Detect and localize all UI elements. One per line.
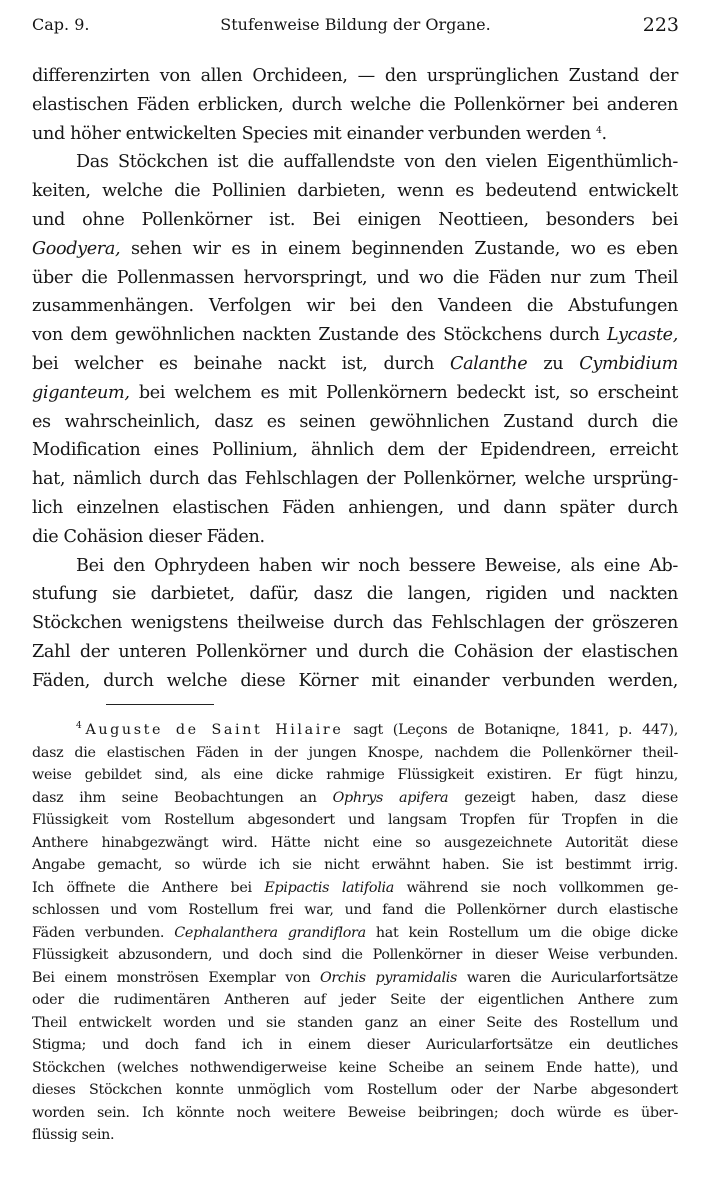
taxon-name: giganteum,: [32, 382, 130, 403]
taxon-name: Ophrys apifera: [332, 789, 449, 806]
text-fragment: während sie noch vollkommen ge-: [406, 879, 678, 896]
text-fragment: hat kein Rostellum um die obige dicke: [375, 924, 679, 941]
text-line: und höher entwickelten Species mit einander verbunden werden $^4$.: [32, 123, 607, 144]
footnote-line: Flüssigkeit abzusondern, und doch sind die Pollenkörner in dieser Weise verbunden.: [32, 947, 678, 963]
footnote-line: weise gebildet sind, als eine dicke rahmige Flüssigkeit existiren. Er fügt hinzu,: [32, 767, 678, 783]
text-fragment: zu: [543, 353, 564, 374]
text-fragment: von dem gewöhnlichen nackten Zustande des Stöckchens durch: [32, 325, 600, 346]
text-line: Fäden, durch welche diese Körner mit einander verbunden werden,: [32, 670, 678, 691]
footnote-line: Anthere hinabgezwängt wird. Hätte nicht eine so ausgezeichnete Autorität diese: [32, 834, 678, 851]
page-number: 223: [642, 14, 679, 36]
footnote-line: [32, 922, 678, 945]
footnote-line: flüssig sein.: [32, 1127, 115, 1143]
text-line: Das Stöckchen ist die auffallendste von den vielen Eigenthümlich-: [76, 152, 678, 173]
footnote-reference: 4: [596, 125, 602, 136]
footnote-line: worden sein. Ich könnte noch weitere Beweise beibringen; doch würde es über-: [32, 1104, 678, 1121]
text-fragment: Fäden verbunden.: [32, 924, 165, 941]
text-fragment: waren die Auricularfortsätze: [466, 969, 679, 986]
text-fragment: bei welcher es beinahe nackt ist, durch: [32, 353, 434, 374]
footnote-line: Stöckchen (welches nothwendigerweise keine Scheibe an seinem Ende hatte), und: [32, 1059, 678, 1076]
text-line: keiten, welche die Pollinien darbieten, wenn es bedeutend entwickelt: [32, 181, 678, 202]
footnote-line: oder die rudimentären Antheren auf jeder Seite der eigentlichen Anthere zum: [32, 992, 678, 1008]
footnote: [32, 719, 678, 1147]
text-line: elastischen Fäden erblicken, durch welche die Pollenkörner bei anderen: [32, 94, 678, 115]
text-fragment: gezeigt haben, dasz diese: [464, 789, 679, 806]
text-line: [32, 350, 678, 379]
footnote-line: Angabe gemacht, so würde ich sie nicht erwähnt haben. Sie ist bestimmt irrig.: [32, 857, 678, 873]
text-line: Bei den Ophrydeen haben wir noch bessere Beweise, als eine Ab-: [76, 555, 678, 576]
text-line: die Cohäsion dieser Fäden.: [32, 526, 265, 547]
text-fragment: dasz ihm seine Beobachtungen an: [32, 789, 317, 806]
footnote-line: [32, 967, 678, 990]
text-fragment: sehen wir es in einem beginnenden Zustande, wo es eben: [131, 238, 679, 259]
text-line: [32, 321, 678, 350]
taxon-name: Epipactis latifolia: [264, 879, 395, 896]
footnote-line: schlossen und vom Rostellum frei war, und fand die Pollenkörner durch elastische: [32, 902, 678, 918]
footnote-line: dieses Stöckchen konnte unmöglich vom Rostellum oder der Narbe abgesondert: [32, 1082, 678, 1098]
taxon-name: Orchis pyramidalis: [319, 969, 458, 986]
text-line: [32, 379, 678, 408]
taxon-name: Lycaste,: [607, 325, 678, 346]
text-fragment: Bei einem monströsen Exemplar von: [32, 969, 311, 986]
text-line: differenzirten von allen Orchideen, — den ursprünglichen Zustand der: [32, 66, 678, 86]
chapter-label: Cap. 9.: [32, 15, 90, 34]
footnote-divider: [106, 704, 214, 705]
running-title: Stufenweise Bildung der Organe.: [220, 15, 491, 34]
text-line: stufung sie darbietet, dafür, dasz die langen, rigiden und nackten: [32, 584, 678, 605]
text-line: und ohne Pollenkörner ist. Bei einigen Neottieen, besonders bei: [32, 209, 678, 230]
text-line: Zahl der unteren Pollenkörner und durch die Cohäsion der elastischen: [32, 641, 678, 662]
footnote-line: [32, 787, 678, 810]
footnote-line: dasz die elastischen Fäden in der jungen Knospe, nachdem die Pollenkörner theil-: [32, 744, 678, 761]
taxon-name: Calanthe: [449, 353, 528, 374]
taxon-name: Cymbidium: [579, 353, 678, 374]
footnote-line: [32, 877, 678, 900]
footnote-line: Stigma; und doch fand ich in einem dieser Auricularfortsätze ein deutliches: [32, 1037, 678, 1053]
text-fragment: bei welchem es mit Pollenkörnern bedeckt ist, so erscheint: [138, 382, 678, 403]
footnote-line: [32, 719, 678, 742]
text-line: über die Pollenmassen hervorspringt, und wo die Fäden nur zum Theil: [32, 267, 678, 288]
footnote-line: Theil entwickelt worden und sie standen ganz an einer Seite des Rostellum und: [32, 1014, 678, 1031]
running-head: [32, 12, 679, 38]
text-line: lich einzelnen elastischen Fäden anhiengen, und dann später durch: [32, 497, 678, 518]
text-line: zusammenhängen. Verfolgen wir bei den Vandeen die Abstufungen: [32, 296, 678, 317]
text-fragment: sagt (Leçons de Botaniqne, 1841, p. 447),: [353, 722, 678, 738]
text-line: [32, 235, 678, 264]
taxon-name: Goodyera,: [32, 238, 121, 259]
footnote-line: Flüssigkeit vom Rostellum abgesondert und langsam Tropfen für Tropfen in die: [32, 812, 678, 828]
text-line: Stöckchen wenigstens theilweise durch das Fehlschlagen der gröszeren: [32, 613, 678, 634]
footnote-author: Auguste de Saint Hilaire: [85, 722, 344, 738]
text-line: hat, nämlich durch das Fehlschlagen der Pollenkörner, welche ursprüng-: [32, 469, 678, 490]
footnote-marker: 4: [76, 721, 82, 731]
text-fragment: Ich öffnete die Anthere bei: [32, 879, 252, 896]
main-text: [32, 62, 678, 696]
taxon-name: Cephalanthera grandiflora: [174, 924, 366, 941]
text-line: es wahrscheinlich, dasz es seinen gewöhnlichen Zustand durch die: [32, 411, 678, 432]
text-fragment: und höher entwickelten Species mit einander verbunden werden: [32, 123, 591, 144]
text-line: Modification eines Pollinium, ähnlich dem der Epidendreen, erreicht: [32, 440, 678, 461]
